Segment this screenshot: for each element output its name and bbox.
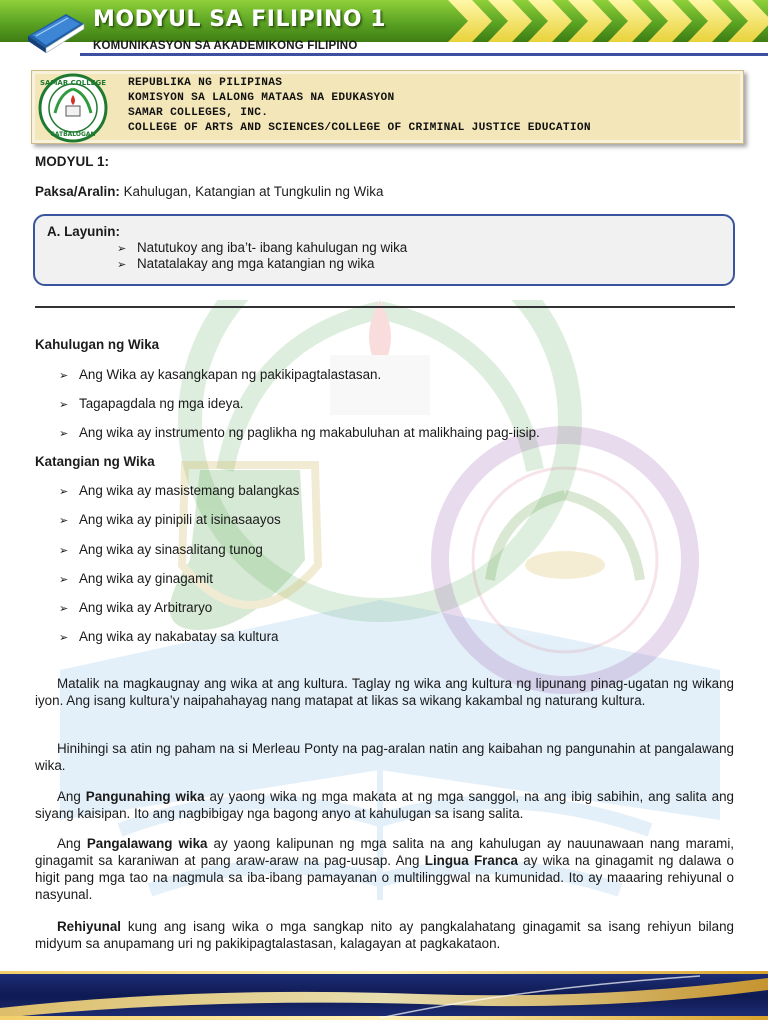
objectives-box (33, 214, 735, 286)
katangian-item: ➢ Ang wika ay ginagamit (59, 571, 213, 586)
banner-chevron-decoration (438, 0, 768, 42)
topic-label: Paksa/Aralin: (35, 184, 120, 199)
arrow-bullet-icon: ➢ (59, 514, 69, 527)
banner-underline (80, 53, 768, 56)
institution-line: SAMAR COLLEGES, INC. (128, 107, 269, 119)
svg-text:SAMAR COLLEGE: SAMAR COLLEGE (40, 79, 106, 87)
arrow-bullet-icon: ➢ (59, 369, 69, 382)
institution-lines (128, 76, 591, 136)
samar-college-seal-icon (38, 73, 108, 143)
arrow-bullet-icon: ➢ (59, 427, 69, 440)
arrow-bullet-icon: ➢ (117, 242, 127, 255)
katangian-item: ➢ Ang wika ay nakabatay sa kultura (59, 629, 279, 644)
arrow-bullet-icon: ➢ (59, 573, 69, 586)
institution-line: REPUBLIKA NG PILIPINAS (128, 77, 283, 89)
module-series-title: MODYUL SA FILIPINO 1 (93, 7, 387, 32)
objective-item: ➢ Natutukoy ang iba’t- ibang kahulugan ng wika (117, 240, 408, 255)
katangian-item: ➢ Ang wika ay pinipili at isinasaayos (59, 512, 281, 527)
term-lingua-franca: Lingua Franca (424, 853, 518, 868)
kahulugan-item: ➢ Ang Wika ay kasangkapan ng pakikipagtalastasan. (59, 367, 382, 382)
katangian-item: ➢ Ang wika ay Arbitraryo (59, 600, 213, 615)
objective-item: ➢ Natatalakay ang mga katangian ng wika (117, 256, 375, 271)
arrow-bullet-icon: ➢ (59, 544, 69, 557)
term-pangunahing-wika: Pangunahing wika (85, 789, 205, 804)
term-rehiyunal: Rehiyunal (57, 919, 121, 934)
arrow-bullet-icon: ➢ (59, 602, 69, 615)
institution-line: COLLEGE OF ARTS AND SCIENCES/COLLEGE OF CRIMINAL JUSTICE EDUCATION (128, 122, 591, 134)
paragraph-pangalawang-wika: Ang Pangalawang wika ay yaong kalipunan ng mga salita na ang kahulugan ay nauunawaan nang marami, ginagamit sa karaniwan at pang araw-araw na pag-uusap. Ang Lingua Franca ay wika na ginagamit ng dalawa o higit pang mga tao na nagmula sa iba-ibang pamayanan o multilinggwal na kumunidad. Ito ay maaaring rehiyunal o nasyunal. (35, 836, 735, 902)
institution-line: KOMISYON SA LALONG MATAAS NA EDUKASYON (128, 92, 395, 104)
kahulugan-heading: Kahulugan ng Wika (35, 337, 160, 352)
institution-header-box (31, 70, 744, 144)
paragraph-pangunahing-wika: Ang Pangunahing wika ay yaong wika ng mga makata at ng mga sanggol, na ang ibig sabihin, ang salita ang siyang kaisipan. Ito ang nagbibigay nga bagong anyo at kahulugan sa isang salita. (35, 789, 734, 821)
arrow-bullet-icon: ➢ (59, 485, 69, 498)
arrow-bullet-icon: ➢ (117, 258, 127, 271)
arrow-bullet-icon: ➢ (59, 631, 69, 644)
module-number: MODYUL 1: (35, 154, 110, 169)
section-divider (35, 306, 735, 308)
term-pangalawang-wika: Pangalawang wika (86, 836, 208, 851)
module-series-subtitle: KOMUNIKASYON SA AKADEMIKONG FILIPINO (93, 40, 358, 52)
book-icon (22, 6, 92, 56)
svg-text:CATBALOGAN: CATBALOGAN (50, 131, 96, 138)
arrow-bullet-icon: ➢ (59, 398, 69, 411)
katangian-item: ➢ Ang wika ay masistemang balangkas (59, 483, 300, 498)
paragraph-wika-kultura: Matalik na magkaugnay ang wika at ang kultura. Taglay ng wika ang kultura ng lipunang pinag-ugatan ng wikang iyon. Ang isang kultura’y naipahahayag nang matapat at likas sa wikang kakambal ng naturang kultura. (35, 676, 734, 708)
katangian-heading: Katangian ng Wika (35, 454, 155, 469)
katangian-item: ➢ Ang wika ay sinasalitang tunog (59, 542, 263, 557)
kahulugan-item: ➢ Tagapagdala ng mga ideya. (59, 396, 244, 411)
header-banner (0, 0, 768, 58)
paragraph-rehiyunal: Rehiyunal kung ang isang wika o mga sangkap nito ay pangkalahatang ginagamit sa isang rehiyun bilang midyum sa anupamang uri ng pakikipagtalastasan, kalagayan at pagkakataon. (35, 919, 734, 951)
kahulugan-item: ➢ Ang wika ay instrumento ng paglikha ng makabuluhan at malikhaing pag-iisip. (59, 425, 540, 440)
objectives-title: A. Layunin: (47, 224, 120, 239)
paragraph-merleau-ponty: Hinihingi sa atin ng paham na si Merleau Ponty na pag-aralan natin ang kaibahan ng pangunahin at pangalawang wika. (35, 741, 734, 773)
topic-text: Kahulugan, Katangian at Tungkulin ng Wika (123, 184, 384, 199)
module-topic (35, 184, 383, 199)
footer-decoration (0, 968, 768, 1024)
